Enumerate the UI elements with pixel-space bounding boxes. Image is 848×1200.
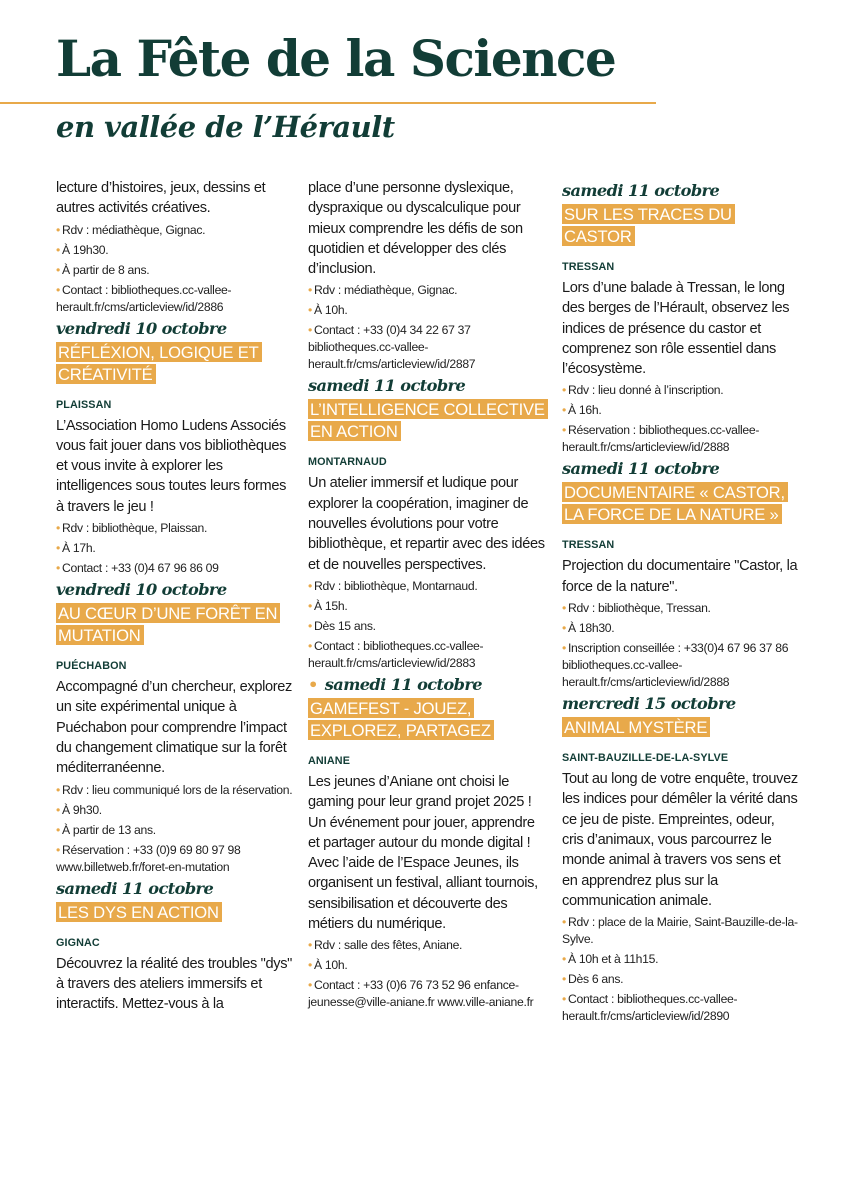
bullet-icon: • <box>308 958 312 973</box>
event-title <box>308 399 546 443</box>
bullet-icon: • <box>308 978 312 993</box>
info-line <box>56 282 294 316</box>
info-line <box>56 822 294 839</box>
bullet-icon: • <box>56 541 60 556</box>
event-title-highlight: L’INTELLIGENCE COLLECTIVE EN ACTION <box>308 399 548 441</box>
bullet-icon: • <box>56 282 60 297</box>
info-line <box>56 540 294 557</box>
info-line <box>562 971 798 988</box>
event-date <box>56 878 294 900</box>
info-line <box>562 620 798 637</box>
event-location: ANIANE <box>308 754 350 767</box>
info-line <box>562 991 798 1025</box>
bullet-icon: • <box>308 938 312 953</box>
event-title <box>56 902 294 924</box>
body-text: Accompagné d’un chercheur, explorez un site expérimental unique à Puéchabon pour comprendre l’impact du changement climatique sur la forêt méditerranéenne. <box>56 679 292 777</box>
info-text: Contact : +33 (0)6 76 73 52 96 enfance-jeunesse@ville-aniane.fr www.ville-aniane.fr <box>308 978 534 1010</box>
info-text: À 9h30. <box>61 802 102 817</box>
info-line <box>56 782 294 799</box>
event-title <box>562 717 798 739</box>
bullet-icon: • <box>308 598 312 613</box>
info-text: Rdv : médiathèque, Gignac. <box>313 283 458 298</box>
bullet-icon: • <box>308 323 312 338</box>
event-date-text: vendredi 10 octobre <box>56 318 227 338</box>
title-divider <box>0 102 656 104</box>
event-date <box>562 180 798 202</box>
bullet-icon: • <box>308 578 312 593</box>
info-line <box>562 600 798 617</box>
event-title-highlight: ANIMAL MYSTÈRE <box>562 717 710 737</box>
body-text: L’Association Homo Ludens Associés vous fait jouer dans vos bibliothèques et vous invite à explorer les intelligences sous toutes leurs formes à travers le jeu ! <box>56 417 287 515</box>
info-text: Inscription conseillée : +33(0)4 67 96 37 86 bibliotheques.cc-vallee-herault.fr/cms/articleview/id/2888 <box>562 641 789 690</box>
bullet-icon: • <box>56 842 60 857</box>
info-text: Rdv : bibliothèque, Tressan. <box>567 601 711 616</box>
info-text: À partir de 13 ans. <box>61 822 156 837</box>
bullet-icon: • <box>308 303 312 318</box>
event-title-highlight: GAMEFEST - JOUEZ, EXPLOREZ, PARTAGEZ <box>308 698 494 740</box>
bullet-icon: • <box>562 601 566 616</box>
info-text: À 16h. <box>567 403 602 418</box>
event-location: TRESSAN <box>562 261 615 273</box>
event-date-text: samedi 11 octobre <box>56 878 214 898</box>
page-subtitle: en vallée de l’Hérault <box>56 110 395 144</box>
bullet-icon: • <box>56 561 60 576</box>
event-title-highlight: DOCUMENTAIRE « CASTOR, LA FORCE DE LA NATURE » <box>562 482 788 524</box>
event-location: MONTARNAUD <box>308 456 387 469</box>
info-line <box>56 802 294 819</box>
info-line <box>56 560 294 577</box>
info-text: Rdv : lieu communiqué lors de la réservation. <box>61 782 293 797</box>
info-line <box>308 638 546 672</box>
info-text: Rdv : place de la Mairie, Saint-Bauzille-de-la-Sylve. <box>562 915 798 947</box>
info-line <box>308 598 546 615</box>
bullet-icon: • <box>56 262 60 277</box>
info-line <box>56 520 294 537</box>
info-line <box>308 578 546 595</box>
info-text: À 10h. <box>313 303 348 318</box>
info-text: À 10h. <box>313 958 348 973</box>
bullet-icon: • <box>308 674 318 694</box>
body-text: Découvrez la réalité des troubles "dys" à travers des ateliers immersifs et interactifs. Mettez-vous à la <box>56 955 293 1013</box>
info-text: Contact : bibliotheques.cc-vallee-herault.fr/cms/articleview/id/2890 <box>562 992 738 1024</box>
bullet-icon: • <box>562 972 566 987</box>
info-line <box>562 640 798 691</box>
info-text: Rdv : bibliothèque, Montarnaud. <box>313 578 478 593</box>
info-line <box>562 914 798 948</box>
info-line <box>308 937 546 954</box>
event-title-highlight: LES DYS EN ACTION <box>56 902 222 922</box>
info-text: Rdv : médiathèque, Gignac. <box>61 222 206 237</box>
event-date-text: samedi 11 octobre <box>324 674 482 694</box>
info-line <box>562 402 798 419</box>
page-title: La Fête de la Science <box>56 29 616 88</box>
event-title <box>56 342 294 386</box>
column-3 <box>562 178 798 1025</box>
info-line <box>562 951 798 968</box>
bullet-icon: • <box>308 618 312 633</box>
bullet-icon: • <box>562 383 566 398</box>
bullet-icon: • <box>562 423 566 438</box>
info-line <box>308 302 546 319</box>
event-date <box>562 458 798 480</box>
bullet-icon: • <box>562 621 566 636</box>
info-text: Contact : +33 (0)4 67 96 86 09 <box>61 561 219 576</box>
info-line <box>56 842 294 876</box>
event-title <box>308 698 546 742</box>
bullet-icon: • <box>562 992 566 1007</box>
info-line <box>56 222 294 239</box>
event-date-text: samedi 11 octobre <box>308 376 466 396</box>
bullet-icon: • <box>56 822 60 837</box>
event-title-highlight: SUR LES TRACES DU CASTOR <box>562 204 735 246</box>
bullet-icon: • <box>562 952 566 967</box>
event-date-text: mercredi 15 octobre <box>562 694 736 714</box>
info-text: À partir de 8 ans. <box>61 262 150 277</box>
event-title <box>56 603 294 647</box>
bullet-icon: • <box>562 403 566 418</box>
bullet-icon: • <box>56 222 60 237</box>
column-2 <box>308 178 546 1011</box>
info-text: À 10h et à 11h15. <box>567 952 659 967</box>
event-date-text: samedi 11 octobre <box>562 459 720 479</box>
info-text: Réservation : bibliotheques.cc-vallee-herault.fr/cms/articleview/id/2888 <box>562 423 760 455</box>
event-title <box>562 204 798 248</box>
event-date <box>308 375 546 397</box>
info-line <box>562 382 798 399</box>
info-line <box>308 977 546 1011</box>
info-text: Réservation : +33 (0)9 69 80 97 98 www.billetweb.fr/foret-en-mutation <box>56 842 241 874</box>
info-text: À 17h. <box>61 541 96 556</box>
info-text: Rdv : bibliothèque, Plaissan. <box>61 521 208 536</box>
bullet-icon: • <box>56 802 60 817</box>
info-text: Rdv : salle des fêtes, Aniane. <box>313 938 463 953</box>
column-1 <box>56 178 294 1014</box>
event-location: TRESSAN <box>562 539 615 552</box>
info-text: Dès 15 ans. <box>313 618 376 633</box>
event-date-text: vendredi 10 octobre <box>56 580 227 600</box>
event-title-highlight: RÉFLÉXION, LOGIQUE ET CRÉATIVITÉ <box>56 342 262 384</box>
bullet-icon: • <box>562 641 566 656</box>
info-text: Dès 6 ans. <box>567 972 624 987</box>
event-location: GIGNAC <box>56 936 100 949</box>
bullet-icon: • <box>56 782 60 797</box>
info-line <box>562 422 798 456</box>
bullet-icon: • <box>56 242 60 257</box>
info-text: À 15h. <box>313 598 348 613</box>
bullet-icon: • <box>56 521 60 536</box>
bullet-icon: • <box>308 283 312 298</box>
event-title-highlight: AU CŒUR D’UNE FORÊT EN MUTATION <box>56 603 280 645</box>
body-text: Un atelier immersif et ludique pour explorer la coopération, imaginer de nouvelles évolutions pour votre bibliothèque, et repartir avec des idées et de nouvelles perspectives. <box>308 475 545 573</box>
info-text: Contact : bibliotheques.cc-vallee-herault.fr/cms/articleview/id/2886 <box>56 282 232 314</box>
event-date <box>308 674 546 696</box>
body-text: Lors d’une balade à Tressan, le long des berges de l’Hérault, observez les indices de présence du castor et comprenez son rôle essentiel dans l’écosystème. <box>562 280 790 378</box>
event-location: PLAISSAN <box>56 398 112 411</box>
info-text: À 19h30. <box>61 242 109 257</box>
info-text: Contact : bibliotheques.cc-vallee-herault.fr/cms/articleview/id/2883 <box>308 638 484 670</box>
body-text: place d’une personne dyslexique, dyspraxique ou dyscalculique pour mieux comprendre les défis de son quotidien et développer des clés d’inclusion. <box>308 180 523 278</box>
info-line <box>308 322 546 373</box>
bullet-icon: • <box>562 915 566 930</box>
info-text: Rdv : lieu donné à l’inscription. <box>567 383 724 398</box>
info-text: À 18h30. <box>567 621 615 636</box>
info-line <box>56 242 294 259</box>
body-text: Les jeunes d’Aniane ont choisi le gaming pour leur grand projet 2025 ! Un événement pour jouer, apprendre et partager autour du monde digital ! Avec l’aide de l’Espace Jeunes, ils organisent un festival, alliant tournois, sensibilisation et découverte des métiers du numérique. <box>308 773 538 933</box>
event-date <box>562 693 798 715</box>
info-text: Contact : +33 (0)4 34 22 67 37 bibliotheques.cc-vallee-herault.fr/cms/articleview/id/2887 <box>308 323 476 372</box>
info-line <box>308 618 546 635</box>
bullet-icon: • <box>308 638 312 653</box>
event-title <box>562 482 798 526</box>
event-location: SAINT-BAUZILLE-DE-LA-SYLVE <box>562 752 729 765</box>
event-date <box>56 318 294 340</box>
body-text: Tout au long de votre enquête, trouvez les indices pour démêler la vérité dans ce jeu de piste. Empreintes, odeur, cris d’animaux, vous parcourrez le monde animal à travers vos sens et en apprendrez plus sur la communication animale. <box>562 771 798 909</box>
event-date <box>56 579 294 601</box>
info-line <box>56 262 294 279</box>
info-line <box>308 282 546 299</box>
event-date-text: samedi 11 octobre <box>562 181 720 200</box>
body-text: Projection du documentaire "Castor, la force de la nature". <box>562 558 798 595</box>
body-text: lecture d’histoires, jeux, dessins et autres activités créatives. <box>56 180 266 217</box>
info-line <box>308 957 546 974</box>
event-location: PUÉCHABON <box>56 660 127 673</box>
